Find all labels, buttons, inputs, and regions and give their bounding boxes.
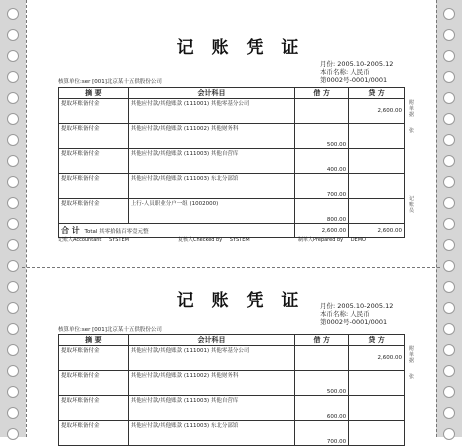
bookkeeper-side-label: 记账员 [409,196,415,214]
feed-hole [443,344,455,356]
signature-reviewer: 复核人Checked by SYSTEM [178,237,250,243]
total-debit: 2,600.00 [295,224,349,238]
voucher-table [58,334,405,446]
feed-hole [7,365,19,377]
voucher-2 [58,270,423,445]
feed-hole [7,407,19,419]
feed-hole [443,218,455,230]
feed-hole [7,176,19,188]
table-row: 提取坏账备付金 其他应付款/其他账款 (111001) 其他零基分公司 2,600.00 [59,346,405,371]
feed-hole [7,218,19,230]
feed-hole [7,113,19,125]
table-row: 提取坏账备付金 其他应付款/其他账款 (111003) 其他自营库 600.00 [59,396,405,421]
voucher-title: 记 账 凭 证 [176,291,305,311]
table-row: 提取坏账备付金 其他应付款/其他账款 (111003) 其他自营库 400.00 [59,149,405,174]
voucher-1 [58,0,423,265]
feed-hole [443,197,455,209]
feed-hole [7,50,19,62]
voucher-period: 月份: 2005.10-2005.12 [320,302,394,310]
table-row: 提取坏账备付金 其他应付款/其他账款 (111002) 其他财务科 500.00 [59,371,405,396]
feed-hole [443,323,455,335]
feed-hole [443,386,455,398]
header-debit: 借 方 [295,335,349,346]
page-tear-line [22,267,440,268]
voucher-currency: 本币名称: 人民币 [320,310,370,318]
total-credit: 2,600.00 [349,224,405,238]
voucher-meta [320,302,393,326]
feed-hole [443,134,455,146]
header-credit: 贷 方 [349,335,405,346]
signature-maker: 制单人Prepared by DEMO [298,237,366,243]
feed-hole [443,29,455,41]
feed-hole [7,197,19,209]
feed-hole [443,239,455,251]
feed-hole [7,386,19,398]
header-debit: 借 方 [295,88,349,99]
table-row: 提取坏账备付金 上行-人员职业分户一组 (1002000) 800.00 [59,199,405,224]
attachments-unit: 张 [409,374,415,380]
company-name: 核算单位:ser [001]北京某十五供股份公司 [58,79,162,85]
feed-hole [443,155,455,167]
total-label: 合 计 [61,226,80,235]
feed-hole [443,71,455,83]
feed-hole [7,71,19,83]
feed-hole [443,176,455,188]
feed-hole [7,323,19,335]
feed-hole [7,428,19,440]
feed-hole [443,260,455,272]
feed-hole [443,113,455,125]
header-account: 会计科目 [128,335,294,346]
feed-hole [443,302,455,314]
table-row: 提取坏账备付金 其他应付款/其他账款 (111001) 其他零基分公司 2,600.00 [59,99,405,124]
feed-hole [7,92,19,104]
voucher-number: 第0002号-0001/0001 [320,76,388,84]
feed-hole [7,239,19,251]
header-summary: 摘 要 [59,335,129,346]
attachments-unit: 张 [409,128,415,134]
feed-hole [443,365,455,377]
header-account: 会计科目 [128,88,294,99]
voucher-number: 第0002号-0001/0001 [320,318,388,326]
header-credit: 贷 方 [349,88,405,99]
attachments-label: 附单据 [409,100,415,118]
table-row: 提取坏账备付金 其他应付款/其他账款 (111003) 东北分部馆 700.00 [59,421,405,446]
table-row: 提取坏账备付金 其他应付款/其他账款 (111003) 东北分部馆 700.00 [59,174,405,199]
signature-bookkeeper: 记账人Accountant SYSTEM [58,237,129,243]
feed-hole [443,8,455,20]
feed-hole [7,29,19,41]
feed-hole [7,302,19,314]
feed-hole [7,281,19,293]
company-name: 核算单位:ser [001]北京某十五供股份公司 [58,327,162,333]
voucher-currency: 本币名称: 人民币 [320,68,370,76]
feed-hole [443,50,455,62]
feed-hole [443,428,455,440]
header-summary: 摘 要 [59,88,129,99]
feed-hole [443,407,455,419]
voucher-meta [320,60,393,84]
feed-hole [443,281,455,293]
left-perforation [26,0,27,437]
voucher-table [58,87,405,238]
total-note: Total 其零拾陆百零壹元整 [84,229,149,235]
voucher-title: 记 账 凭 证 [176,38,305,58]
feed-hole [7,155,19,167]
feed-hole [443,92,455,104]
right-perforation [436,0,437,437]
feed-hole [7,260,19,272]
attachments-label: 附单据 [409,346,415,364]
feed-hole [7,134,19,146]
table-row: 提取坏账备付金 其他应付款/其他账款 (111002) 其他财务科 500.00 [59,124,405,149]
feed-hole [7,8,19,20]
feed-hole [7,344,19,356]
voucher-period: 月份: 2005.10-2005.12 [320,60,394,68]
